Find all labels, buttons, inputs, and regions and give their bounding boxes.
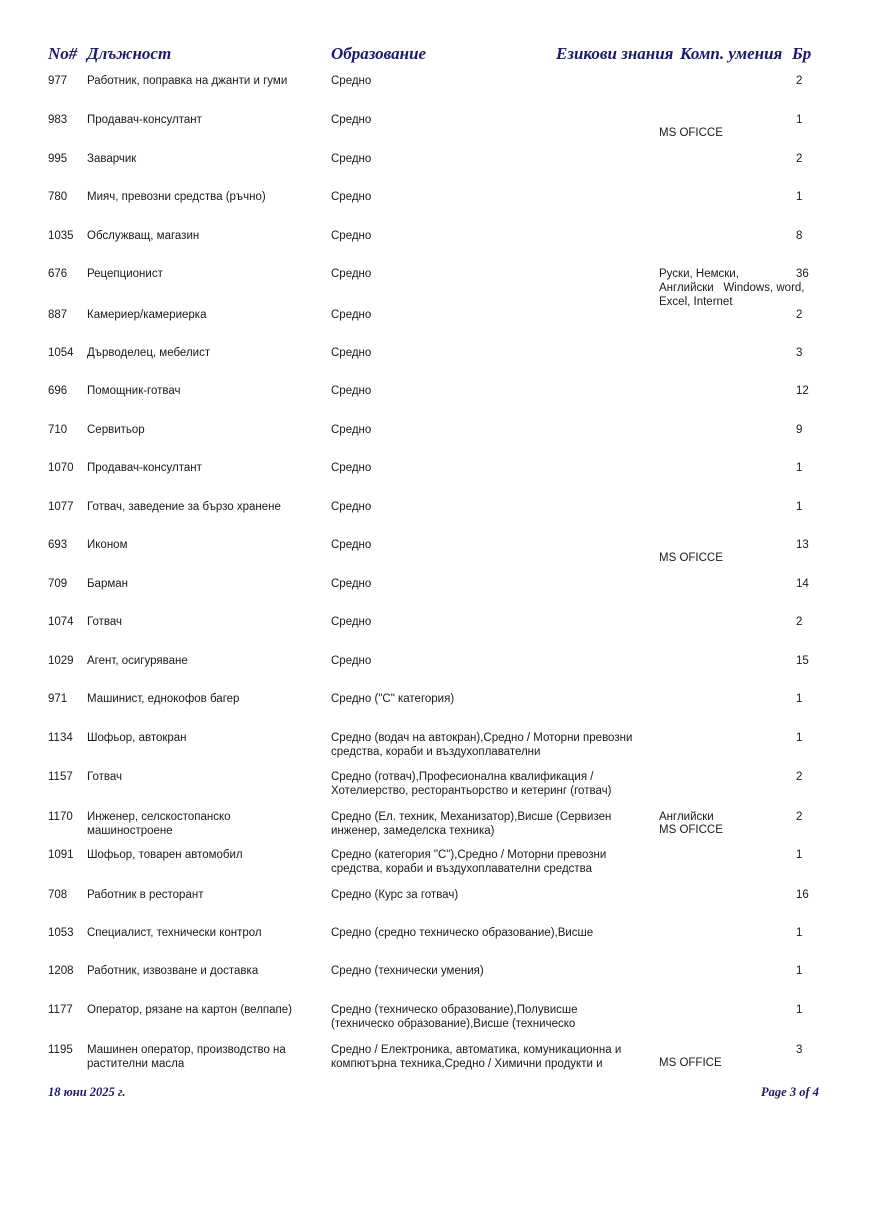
cell-position: Машинен оператор, производство на растителни масла [87, 1044, 286, 1070]
cell-education: Средно (средно техническо образование),Висше [331, 927, 594, 939]
cell-count: 2 [796, 309, 803, 321]
cell-position: Камериер/камериерка [87, 309, 207, 321]
header-no: No# [48, 44, 78, 63]
cell-no: 709 [48, 578, 68, 590]
cell-no: 1195 [48, 1044, 73, 1056]
cell-no: 1170 [48, 811, 73, 823]
cell-position: Дърводелец, мебелист [87, 347, 211, 359]
cell-position: Шофьор, автокран [87, 732, 187, 744]
cell-count: 3 [796, 347, 803, 359]
cell-education: Средно (техническо образование),Полувисше (техническо образование),Висше (техническо [331, 1004, 578, 1030]
cell-position: Готвач, заведение за бързо хранене [87, 501, 281, 513]
cell-education: Средно (водач на автокран),Средно / Моторни превозни средства, кораби и въздухоплавателни [331, 732, 633, 758]
cell-education: Средно [331, 578, 372, 590]
cell-count: 1 [796, 1004, 803, 1016]
cell-position: Готвач [87, 771, 122, 783]
cell-no: 1070 [48, 462, 74, 474]
cell-education: Средно [331, 75, 372, 87]
cell-no: 1053 [48, 927, 74, 939]
cell-count: 1 [796, 693, 803, 705]
cell-no: 676 [48, 268, 68, 280]
cell-position: Готвач [87, 616, 122, 628]
cell-no: 1157 [48, 771, 73, 783]
cell-position: Обслужващ, магазин [87, 230, 200, 242]
cell-position: Работник в ресторант [87, 889, 204, 901]
footer-page-number: Page 3 of 4 [761, 1085, 819, 1099]
cell-no: 1035 [48, 230, 74, 242]
cell-no: 710 [48, 424, 68, 436]
cell-no: 1029 [48, 655, 74, 667]
cell-education: Средно (категория "С"),Средно / Моторни превозни средства, кораби и въздухоплавателни средства [331, 849, 607, 875]
cell-no: 1077 [48, 501, 74, 513]
cell-no: 1074 [48, 616, 74, 628]
cell-count: 1 [796, 191, 803, 203]
cell-count: 2 [796, 771, 803, 783]
cell-education: Средно [331, 114, 372, 126]
cell-education: Средно [331, 309, 372, 321]
cell-count: 16 [796, 889, 809, 901]
cell-education: Средно ("С" категория) [331, 693, 455, 705]
cell-computer-skills: MS OFICCE [659, 127, 723, 139]
cell-count: 2 [796, 811, 803, 823]
cell-no: 1208 [48, 965, 74, 977]
cell-count: 1 [796, 732, 803, 744]
cell-education: Средно [331, 462, 372, 474]
cell-position: Инженер, селскостопанско машиностроене [87, 811, 231, 837]
cell-count: 1 [796, 114, 803, 126]
header-education: Образование [331, 44, 427, 63]
cell-no: 696 [48, 385, 68, 397]
cell-position: Иконом [87, 539, 128, 551]
cell-education: Средно [331, 539, 372, 551]
cell-count: 12 [796, 385, 809, 397]
cell-position: Мияч, превозни средства (ръчно) [87, 191, 266, 203]
cell-count: 36 [796, 268, 809, 280]
header-computer-skills: Комп. умения [680, 44, 783, 63]
cell-no: 693 [48, 539, 68, 551]
cell-position: Барман [87, 578, 128, 590]
cell-education: Средно (Ел. техник, Механизатор),Висше (Сервизен инженер, замеделска техника) [331, 811, 612, 837]
cell-count: 2 [796, 75, 803, 87]
cell-count: 1 [796, 462, 803, 474]
cell-count: 3 [796, 1044, 803, 1056]
cell-education: Средно (Курс за готвач) [331, 889, 459, 901]
cell-position: Специалист, технически контрол [87, 927, 262, 939]
cell-education: Средно (готвач),Професионална квалификация / Хотелиерство, ресторантьорство и кетеринг (готвач) [331, 771, 612, 797]
cell-position: Работник, извозване и доставка [87, 965, 259, 977]
cell-no: 971 [48, 693, 68, 705]
cell-count: 1 [796, 849, 803, 861]
cell-count: 15 [796, 655, 809, 667]
cell-no: 1091 [48, 849, 74, 861]
cell-count: 2 [796, 153, 803, 165]
cell-education: Средно / Електроника, автоматика, комуникационна и компютърна техника,Средно / Химични продукти и [331, 1044, 622, 1070]
cell-no: 708 [48, 889, 68, 901]
cell-no: 1177 [48, 1004, 73, 1016]
cell-position: Рецепционист [87, 268, 163, 280]
cell-count: 1 [796, 927, 803, 939]
cell-count: 1 [796, 501, 803, 513]
cell-education: Средно [331, 655, 372, 667]
cell-position: Заварчик [87, 153, 137, 165]
header-count: Бр [792, 44, 812, 63]
header-languages: Езикови знания [556, 44, 674, 63]
cell-computer-skills: Windows, word, Excel, Internet [659, 282, 805, 308]
cell-no: 780 [48, 191, 68, 203]
cell-no: 887 [48, 309, 68, 321]
cell-skills [659, 267, 814, 309]
cell-computer-skills: MS OFICCE [659, 552, 723, 564]
cell-education: Средно [331, 153, 372, 165]
cell-education: Средно [331, 424, 372, 436]
cell-count: 8 [796, 230, 803, 242]
cell-languages: Руски, Немски, Английски [659, 268, 739, 294]
cell-position: Оператор, рязане на картон (велпапе) [87, 1004, 292, 1016]
cell-position: Продавач-консултант [87, 114, 202, 126]
cell-no: 1134 [48, 732, 73, 744]
cell-no: 1054 [48, 347, 74, 359]
cell-no: 983 [48, 114, 68, 126]
cell-languages: Английски [659, 811, 714, 823]
cell-count: 1 [796, 965, 803, 977]
cell-computer-skills: MS OFICCE [659, 824, 723, 836]
cell-education: Средно [331, 230, 372, 242]
cell-education: Средно [331, 191, 372, 203]
cell-education: Средно (технически умения) [331, 965, 484, 977]
cell-computer-skills: MS OFFICE [659, 1057, 722, 1069]
cell-count: 13 [796, 539, 809, 551]
cell-position: Сервитьор [87, 424, 145, 436]
cell-position: Работник, поправка на джанти и гуми [87, 75, 288, 87]
cell-position: Помощник-готвач [87, 385, 181, 397]
cell-position: Продавач-консултант [87, 462, 202, 474]
cell-education: Средно [331, 501, 372, 513]
cell-education: Средно [331, 616, 372, 628]
cell-education: Средно [331, 385, 372, 397]
footer-date: 18 юни 2025 г. [48, 1085, 126, 1099]
cell-position: Агент, осигуряване [87, 655, 188, 667]
cell-education: Средно [331, 347, 372, 359]
cell-no: 977 [48, 75, 68, 87]
cell-count: 9 [796, 424, 803, 436]
header-position: Длъжност [87, 44, 172, 63]
cell-position: Машинист, еднокофов багер [87, 693, 240, 705]
cell-position: Шофьор, товарен автомобил [87, 849, 243, 861]
cell-count: 14 [796, 578, 809, 590]
cell-count: 2 [796, 616, 803, 628]
cell-no: 995 [48, 153, 68, 165]
cell-education: Средно [331, 268, 372, 280]
